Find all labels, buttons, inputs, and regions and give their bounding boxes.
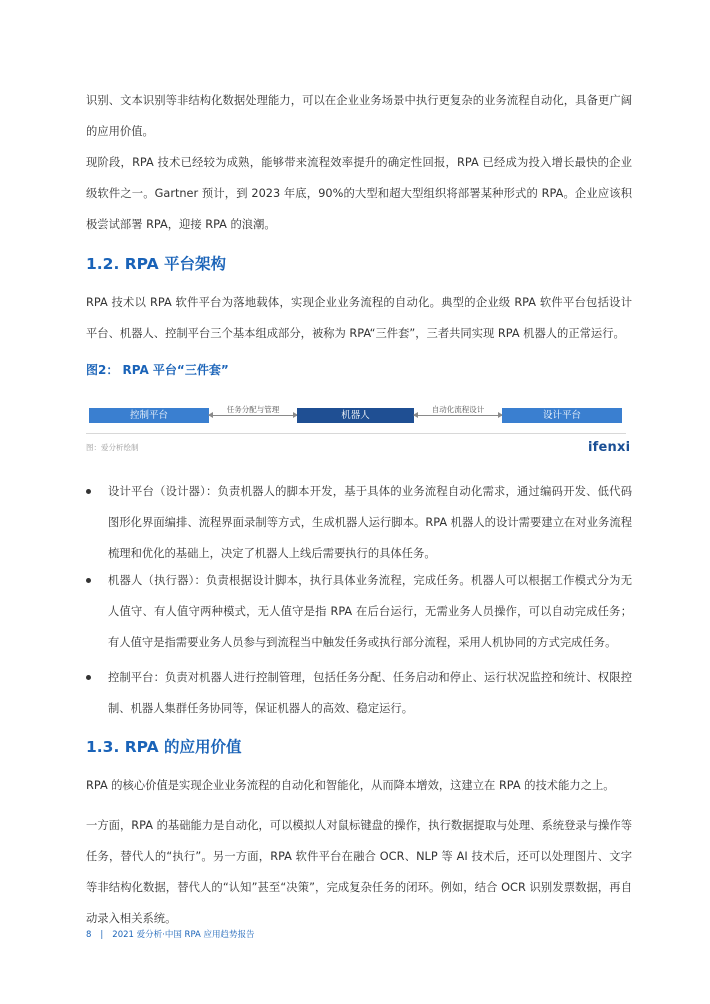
bullet-item-robot	[86, 565, 632, 658]
bullet-text: 机器人（执行器）：负责根据设计脚本，执行具体业务流程，完成任务。机器人可以根据工作模式分为无人值守、有人值守两种模式，无人值守是指 RPA 在后台运行，无需业务人员操作，可以自动完成任务；有人值守是指需要业务人员参与到流程当中触发任务或执行部分流程，采用人机协同的方式完成任务。	[108, 574, 632, 649]
section-heading-1-3: 1.3. RPA 的应用价值	[86, 738, 242, 756]
section-heading-1-2: 1.2. RPA 平台架构	[86, 255, 227, 273]
arrow-label-process-design: 自动化流程设计	[431, 405, 485, 414]
bullet-dot-icon	[86, 489, 91, 494]
bullet-dot-icon	[86, 578, 91, 583]
footer-separator: |	[100, 930, 104, 940]
ifenxi-logo: ifenxi	[588, 440, 631, 455]
three-piece-diagram	[86, 400, 626, 430]
bullet-text: 设计平台（设计器）：负责机器人的脚本开发，基于具体的业务流程自动化需求，通过编码开发、低代码图形化界面编排、流程界面录制等方式，生成机器人运行脚本。RPA 机器人的设计需要建立在对业务流程梳理和优化的基础上，决定了机器人上线后需要执行的具体任务。	[108, 485, 632, 560]
robot-box: 机器人	[297, 408, 414, 423]
page-footer	[86, 928, 255, 940]
figure-divider	[86, 433, 626, 434]
double-arrow-right	[414, 415, 502, 416]
paragraph-current-stage: 现阶段，RPA 技术已经较为成熟，能够带来流程效率提升的确定性回报，RPA 已经成为投入增长最快的企业级软件之一。Gartner 预计，到 2023 年底，90%的大型和超大型组织将部署某种形式的 RPA。企业应该积极尝试部署 RPA，迎接 RPA 的浪潮。	[86, 156, 632, 231]
bullet-item-control-platform	[86, 662, 632, 724]
arrow-label-task-management: 任务分配与管理	[226, 405, 280, 414]
figure-caption: 图2： RPA 平台“三件套”	[86, 363, 229, 377]
bullet-dot-icon	[86, 675, 91, 680]
figure-source: 图：爱分析绘制	[86, 443, 139, 452]
report-title: 2021 爱分析·中国 RPA 应用趋势报告	[112, 930, 255, 940]
control-platform-box: 控制平台	[89, 408, 209, 423]
design-platform-box: 设计平台	[502, 408, 622, 423]
page-number: 8	[86, 930, 92, 940]
double-arrow-left	[209, 415, 297, 416]
paragraph-platform-architecture: RPA 技术以 RPA 软件平台为落地载体，实现企业业务流程的自动化。典型的企业级 RPA 软件平台包括设计平台、机器人、控制平台三个基本组成部分，被称为 RPA“三件套”，三者共同实现 RPA 机器人的正常运行。	[86, 296, 632, 340]
paragraph-core-value: RPA 的核心价值是实现企业业务流程的自动化和智能化，从而降本增效，这建立在 RPA 的技术能力之上。	[86, 779, 615, 792]
bullet-text: 控制平台：负责对机器人进行控制管理，包括任务分配、任务启动和停止、运行状况监控和统计、权限控制、机器人集群任务协同等，保证机器人的高效、稳定运行。	[108, 671, 632, 715]
paragraph-intro-continued: 识别、文本识别等非结构化数据处理能力，可以在企业业务场景中执行更复杂的业务流程自动化，具备更广阔的应用价值。	[86, 94, 632, 138]
bullet-item-design-platform	[86, 476, 632, 569]
paragraph-capabilities: 一方面，RPA 的基础能力是自动化，可以模拟人对鼠标键盘的操作，执行数据提取与处理、系统登录与操作等任务，替代人的“执行”。另一方面，RPA 软件平台在融合 OCR、NLP 等 AI 技术后，还可以处理图片、文字等非结构化数据，替代人的“认知”甚至“决策”，完成复杂任务的闭环。例如，结合 OCR 识别发票数据，再自动录入相关系统。	[86, 819, 632, 925]
